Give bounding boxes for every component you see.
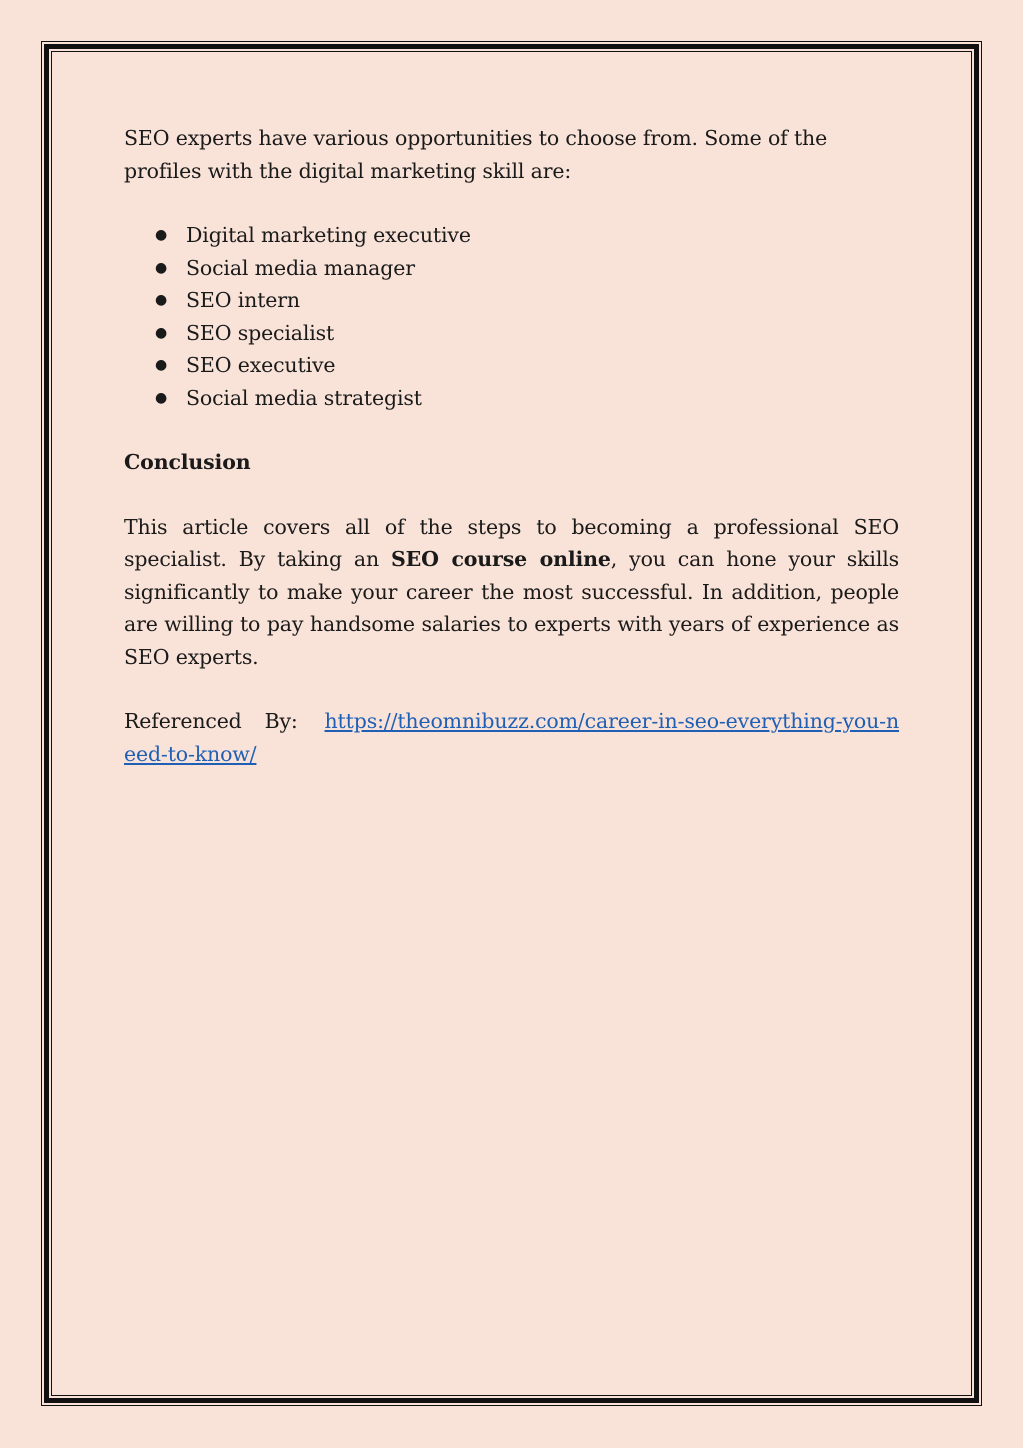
list-item	[124, 382, 899, 415]
conclusion-text-part2: , you can hone your skills significantly to make your career the most successful. In addition, people are willing to pay handsome salaries to experts with years of experience as SEO experts.	[124, 547, 900, 669]
bullet-icon: ●	[155, 357, 168, 373]
list-item	[124, 317, 899, 350]
bullet-icon: ●	[155, 227, 168, 243]
list-item	[124, 219, 899, 252]
list-item	[124, 349, 899, 382]
reference-line	[124, 705, 899, 770]
list-item-text: SEO intern	[186, 288, 300, 312]
bullet-icon: ●	[155, 389, 168, 406]
profiles-list	[124, 219, 899, 414]
document-content	[124, 122, 899, 770]
reference-link[interactable]: https://theomnibuzz.com/career-in-seo-everything-you-need-to-know/	[124, 709, 899, 766]
conclusion-heading: Conclusion	[124, 450, 251, 474]
list-item-text: Digital marketing executive	[186, 223, 471, 247]
conclusion-text-part1: This article covers all of the steps to becoming a professional SEO specialist. By taking an	[124, 514, 899, 571]
intro-paragraph: SEO experts have various opportunities to choose from. Some of the profiles with the digital marketing skill are:	[124, 126, 828, 183]
list-item-text: Social media strategist	[186, 385, 422, 410]
bullet-icon: ●	[155, 324, 168, 341]
list-item-text: SEO specialist	[186, 320, 335, 345]
bullet-icon: ●	[155, 259, 168, 276]
reference-label: Referenced By:	[124, 709, 298, 733]
seo-course-emphasis: SEO course online	[391, 547, 611, 571]
bullet-icon: ●	[155, 292, 168, 308]
list-item-text: SEO executive	[186, 353, 336, 377]
list-item	[124, 284, 899, 317]
conclusion-paragraph	[124, 511, 899, 674]
list-item	[124, 252, 899, 285]
list-item-text: Social media manager	[186, 255, 415, 280]
